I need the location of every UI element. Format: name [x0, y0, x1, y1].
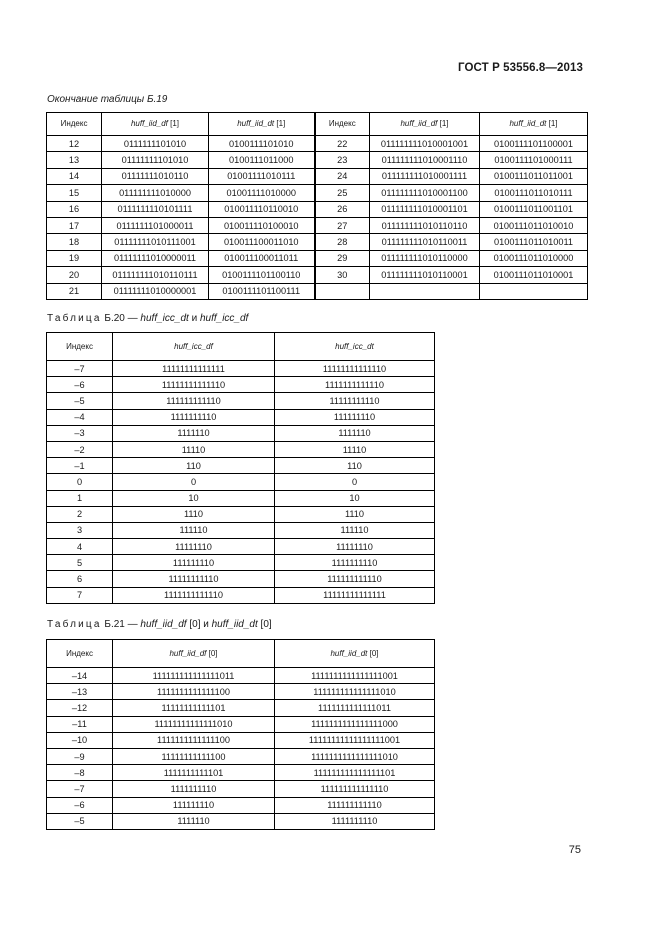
code-cell: 0100111011010011 [480, 234, 588, 250]
table-row [47, 201, 588, 217]
table-row [47, 587, 435, 603]
column-header-index: Индекс [47, 640, 113, 668]
code-cell: 0111111101000011 [102, 217, 209, 233]
code-cell: 1111111111111100 [113, 684, 275, 700]
code-cell: 11111111111110 [275, 361, 435, 377]
table-row [47, 361, 435, 377]
code-cell: 01001111010111 [209, 168, 315, 184]
index-cell: 26 [315, 201, 370, 217]
code-cell: 11111111111111 [113, 361, 275, 377]
index-cell: 22 [315, 136, 370, 152]
code-cell: 011111111010001101 [370, 201, 480, 217]
code-cell: 011111111010000 [102, 185, 209, 201]
code-cell: 1111111111110 [275, 377, 435, 393]
table-row [47, 813, 435, 829]
index-cell: 23 [315, 152, 370, 168]
column-header-huff-iid-dt: huff_iid_dt [0] [275, 640, 435, 668]
code-cell: 11111111111101 [113, 700, 275, 716]
index-cell: –2 [47, 441, 113, 457]
column-header-huff-icc-df: huff_icc_df [113, 333, 275, 361]
code-cell: 1111111110 [113, 781, 275, 797]
column-header-huff-iid-df: huff_iid_df [1] [370, 113, 480, 136]
column-header-huff-icc-dt: huff_icc_dt [275, 333, 435, 361]
code-cell [480, 283, 588, 299]
table-row [47, 474, 435, 490]
code-cell: 0 [113, 474, 275, 490]
column-header-huff-iid-dt: huff_iid_dt [1] [209, 113, 315, 136]
table-row [47, 409, 435, 425]
code-cell: 010011100011010 [209, 234, 315, 250]
code-cell: 11110 [275, 441, 435, 457]
table-row [47, 522, 435, 538]
code-cell: 011111111010001110 [370, 152, 480, 168]
code-cell: 0100111011001101 [480, 201, 588, 217]
code-cell: 11111111111100 [113, 748, 275, 764]
table-header-row [47, 640, 435, 668]
code-cell: 111111111110 [113, 393, 275, 409]
index-cell: 18 [47, 234, 102, 250]
table-row [47, 425, 435, 441]
index-cell: 21 [47, 283, 102, 299]
table-b20-caption: Таблица Б.20 — huff_icc_dt и huff_icc_df [47, 313, 249, 324]
index-cell: –13 [47, 684, 113, 700]
code-cell: 111111111111111011 [113, 668, 275, 684]
code-cell: 011111111010001001 [370, 136, 480, 152]
index-cell: 1 [47, 490, 113, 506]
code-cell: 01001111010000 [209, 185, 315, 201]
code-cell: 111111111111110 [275, 781, 435, 797]
column-header-huff-iid-df: huff_iid_df [1] [102, 113, 209, 136]
index-cell: –5 [47, 393, 113, 409]
code-cell: 111111111111111101 [275, 765, 435, 781]
code-cell: 111111110 [275, 409, 435, 425]
column-header-huff-iid-df: huff_iid_df [0] [113, 640, 275, 668]
table-row [47, 506, 435, 522]
code-cell: 010011110110010 [209, 201, 315, 217]
index-cell: 3 [47, 522, 113, 538]
index-cell: 5 [47, 555, 113, 571]
code-cell: 1111110 [113, 813, 275, 829]
table-row [47, 668, 435, 684]
code-cell: 011111111010110111 [102, 267, 209, 283]
code-cell: 111111110 [113, 797, 275, 813]
table-row [47, 393, 435, 409]
table-b21-caption: Таблица Б.21 — huff_iid_df [0] и huff_iid_dt [0] [47, 619, 272, 630]
code-cell: 011111111010110011 [370, 234, 480, 250]
code-cell: 1111111111111011 [275, 700, 435, 716]
index-cell: –14 [47, 668, 113, 684]
code-cell: 1111111110 [275, 555, 435, 571]
index-cell: 25 [315, 185, 370, 201]
index-cell: 16 [47, 201, 102, 217]
index-cell: 2 [47, 506, 113, 522]
code-cell: 111111110 [113, 555, 275, 571]
code-cell: 11111110 [113, 539, 275, 555]
index-cell: –7 [47, 361, 113, 377]
code-cell: 0100111011010000 [480, 250, 588, 266]
code-cell: 0111111101010 [102, 136, 209, 152]
code-cell: 11111111111111 [275, 587, 435, 603]
code-cell: 1110 [113, 506, 275, 522]
code-cell: 1111111111110 [113, 587, 275, 603]
code-cell: 0 [275, 474, 435, 490]
code-cell: 11111111110 [275, 393, 435, 409]
code-cell: 1111111111111111000 [275, 716, 435, 732]
index-cell: 24 [315, 168, 370, 184]
column-header-huff-iid-dt: huff_iid_dt [1] [480, 113, 588, 136]
table-row [47, 684, 435, 700]
index-cell: –6 [47, 797, 113, 813]
code-cell: 11111111110 [113, 571, 275, 587]
index-cell: –10 [47, 732, 113, 748]
index-cell: 28 [315, 234, 370, 250]
table-row [47, 716, 435, 732]
index-cell: –7 [47, 781, 113, 797]
code-cell: 1111110 [275, 425, 435, 441]
index-cell: –6 [47, 377, 113, 393]
document-id: ГОСТ Р 53556.8—2013 [458, 62, 583, 74]
code-cell: 01111111010000001 [102, 283, 209, 299]
code-cell: 0100111101100110 [209, 267, 315, 283]
code-cell: 01111111010000011 [102, 250, 209, 266]
table-row [47, 377, 435, 393]
index-cell: –9 [47, 748, 113, 764]
code-cell: 0100111011010010 [480, 217, 588, 233]
code-cell: 0100111011000 [209, 152, 315, 168]
index-cell: –3 [47, 425, 113, 441]
code-cell: 110 [113, 458, 275, 474]
code-cell: 011111111010001100 [370, 185, 480, 201]
code-cell: 0100111101100001 [480, 136, 588, 152]
code-cell: 1111111111111111010 [275, 748, 435, 764]
page-number: 75 [568, 844, 581, 856]
index-cell: –12 [47, 700, 113, 716]
table-row [47, 539, 435, 555]
index-cell: 30 [315, 267, 370, 283]
index-cell: 12 [47, 136, 102, 152]
table-row [47, 765, 435, 781]
code-cell: 0100111011010111 [480, 185, 588, 201]
code-cell: 1111111110 [113, 409, 275, 425]
code-cell: 10 [113, 490, 275, 506]
table-row [47, 781, 435, 797]
table-row [47, 217, 588, 233]
code-cell: 111110 [275, 522, 435, 538]
code-cell: 11110 [113, 441, 275, 457]
code-cell: 1111110 [113, 425, 275, 441]
index-cell: 6 [47, 571, 113, 587]
index-cell: 29 [315, 250, 370, 266]
table-row [47, 458, 435, 474]
column-header-index: Индекс [315, 113, 370, 136]
index-cell: –1 [47, 458, 113, 474]
code-cell: 110 [275, 458, 435, 474]
code-cell: 011111111010001111 [370, 168, 480, 184]
index-cell: 19 [47, 250, 102, 266]
table-row [47, 700, 435, 716]
code-cell: 11111111111110 [113, 377, 275, 393]
index-cell: –8 [47, 765, 113, 781]
index-cell: –5 [47, 813, 113, 829]
code-cell: 0100111101000111 [480, 152, 588, 168]
table-row [47, 748, 435, 764]
code-cell: 11111111111111111001 [275, 732, 435, 748]
index-cell: 13 [47, 152, 102, 168]
table-row [47, 283, 588, 299]
code-cell: 111111111110 [275, 571, 435, 587]
table-row [47, 267, 588, 283]
code-cell: 111110 [113, 522, 275, 538]
code-cell: 11111111111111010 [113, 716, 275, 732]
table-b21 [46, 639, 435, 830]
code-cell: 1111111111111100 [113, 732, 275, 748]
index-cell: 15 [47, 185, 102, 201]
code-cell: 010011110100010 [209, 217, 315, 233]
table-row [47, 168, 588, 184]
code-cell: 0100111011011001 [480, 168, 588, 184]
table-header-row [47, 333, 435, 361]
code-cell: 1110 [275, 506, 435, 522]
table-row [47, 152, 588, 168]
code-cell: 01111111010110 [102, 168, 209, 184]
table-row [47, 250, 588, 266]
code-cell: 011111111010110110 [370, 217, 480, 233]
code-cell: 010011100011011 [209, 250, 315, 266]
code-cell: 1111111111111111001 [275, 668, 435, 684]
index-cell: 7 [47, 587, 113, 603]
index-cell [315, 283, 370, 299]
code-cell: 0100111011010001 [480, 267, 588, 283]
code-cell: 10 [275, 490, 435, 506]
table-row [47, 797, 435, 813]
table-row [47, 490, 435, 506]
index-cell: 0 [47, 474, 113, 490]
table-b19 [46, 112, 588, 300]
index-cell: 20 [47, 267, 102, 283]
table-row [47, 555, 435, 571]
code-cell: 0100111101100111 [209, 283, 315, 299]
column-header-index: Индекс [47, 113, 102, 136]
index-cell: 4 [47, 539, 113, 555]
table-b19-caption: Окончание таблицы Б.19 [47, 94, 168, 105]
table-header-row [47, 113, 588, 136]
code-cell: 011111111010110000 [370, 250, 480, 266]
code-cell: 1111111111101 [113, 765, 275, 781]
code-cell: 1111111110 [275, 813, 435, 829]
code-cell: 011111111010110001 [370, 267, 480, 283]
table-row [47, 185, 588, 201]
column-header-index: Индекс [47, 333, 113, 361]
index-cell: 17 [47, 217, 102, 233]
table-row [47, 234, 588, 250]
code-cell: 0111111110101111 [102, 201, 209, 217]
code-cell: 111111111110 [275, 797, 435, 813]
index-cell: 27 [315, 217, 370, 233]
table-row [47, 571, 435, 587]
code-cell: 11111110 [275, 539, 435, 555]
table-row [47, 732, 435, 748]
index-cell: –4 [47, 409, 113, 425]
code-cell: 0100111101010 [209, 136, 315, 152]
code-cell [370, 283, 480, 299]
code-cell: 01111111010111001 [102, 234, 209, 250]
table-b20 [46, 332, 435, 604]
code-cell: 111111111111111010 [275, 684, 435, 700]
index-cell: –11 [47, 716, 113, 732]
index-cell: 14 [47, 168, 102, 184]
table-row [47, 441, 435, 457]
table-row [47, 136, 588, 152]
code-cell: 01111111101010 [102, 152, 209, 168]
